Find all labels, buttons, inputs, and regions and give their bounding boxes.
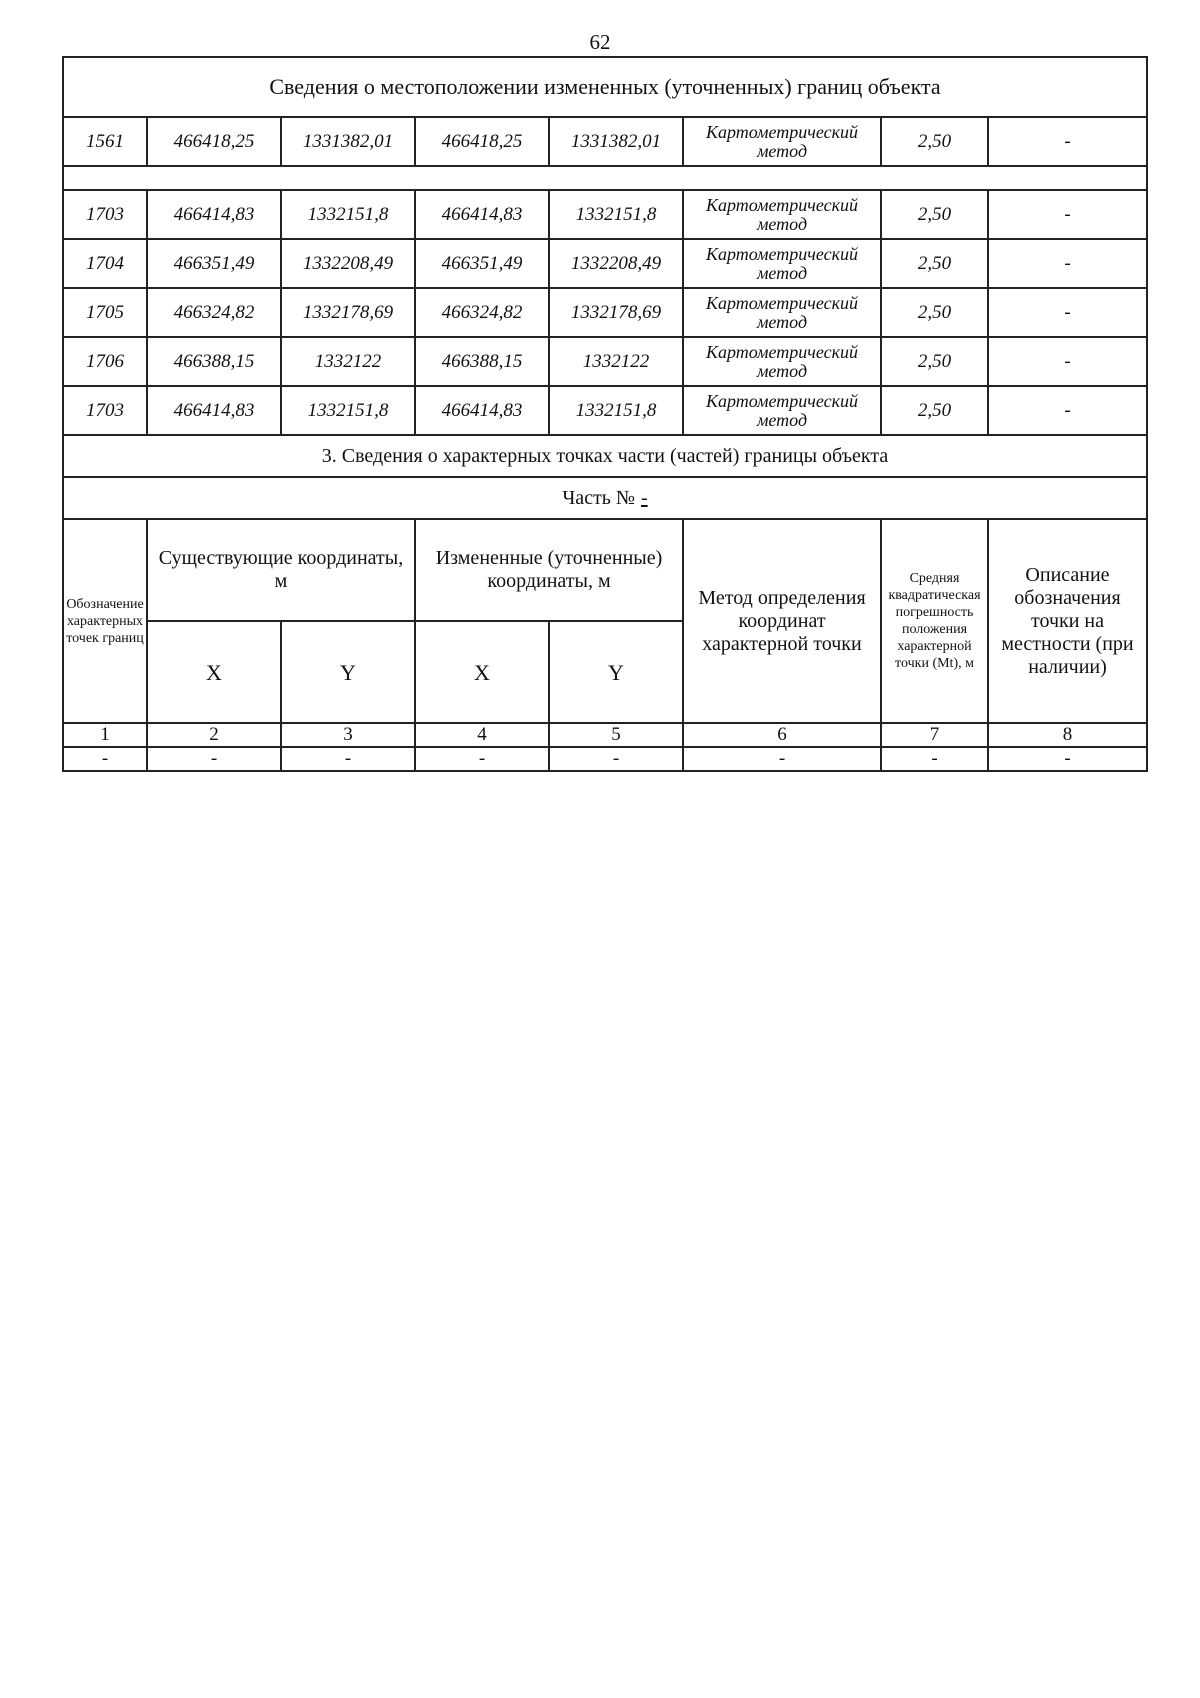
table-row: [63, 239, 1147, 288]
header-description: Описание обозначения точки на местности (при наличии): [988, 519, 1147, 723]
x-changed-cell: 466418,25: [415, 117, 549, 166]
empty-cell: -: [281, 747, 415, 771]
description-cell: -: [988, 239, 1147, 288]
x-changed-cell: 466414,83: [415, 386, 549, 435]
error-cell: 2,50: [881, 117, 988, 166]
column-number: 6: [683, 723, 881, 747]
y-changed-cell: 1332208,49: [549, 239, 683, 288]
method-cell: Картометрический метод: [683, 117, 881, 166]
description-cell: -: [988, 190, 1147, 239]
page-number: 62: [589, 30, 611, 54]
header-x-changed: X: [415, 621, 549, 723]
point-cell: 1704: [63, 239, 147, 288]
y-existing-cell: 1332151,8: [281, 386, 415, 435]
y-changed-cell: 1332151,8: [549, 190, 683, 239]
method-cell: Картометрический метод: [683, 288, 881, 337]
table-row: [63, 747, 1147, 771]
x-changed-cell: 466324,82: [415, 288, 549, 337]
x-changed-cell: 466414,83: [415, 190, 549, 239]
x-existing-cell: 466414,83: [147, 190, 281, 239]
header-method: Метод определения координат характерной точки: [683, 519, 881, 723]
y-changed-cell: 1332122: [549, 337, 683, 386]
column-number: 3: [281, 723, 415, 747]
x-existing-cell: 466414,83: [147, 386, 281, 435]
x-existing-cell: 466418,25: [147, 117, 281, 166]
method-cell: Картометрический метод: [683, 337, 881, 386]
error-cell: 2,50: [881, 386, 988, 435]
column-number: 8: [988, 723, 1147, 747]
point-cell: 1703: [63, 190, 147, 239]
point-cell: 1706: [63, 337, 147, 386]
empty-cell: -: [988, 747, 1147, 771]
x-existing-cell: 466388,15: [147, 337, 281, 386]
empty-cell: -: [881, 747, 988, 771]
description-cell: -: [988, 288, 1147, 337]
y-existing-cell: 1332122: [281, 337, 415, 386]
column-number: 1: [63, 723, 147, 747]
table-title: Сведения о местоположении измененных (уточненных) границ объекта: [63, 57, 1147, 117]
error-cell: 2,50: [881, 239, 988, 288]
table-row: [63, 117, 1147, 166]
description-cell: -: [988, 117, 1147, 166]
column-number: 7: [881, 723, 988, 747]
point-cell: 1703: [63, 386, 147, 435]
x-existing-cell: 466324,82: [147, 288, 281, 337]
table-row: [63, 386, 1147, 435]
part-value: -: [641, 486, 648, 509]
empty-cell: -: [63, 747, 147, 771]
empty-cell: -: [415, 747, 549, 771]
y-changed-cell: 1332151,8: [549, 386, 683, 435]
y-existing-cell: 1332208,49: [281, 239, 415, 288]
x-changed-cell: 466388,15: [415, 337, 549, 386]
y-changed-cell: 1331382,01: [549, 117, 683, 166]
header-y-changed: Y: [549, 621, 683, 723]
column-number: 2: [147, 723, 281, 747]
empty-cell: -: [549, 747, 683, 771]
boundary-coordinates-table: [62, 56, 1148, 772]
empty-cell: -: [683, 747, 881, 771]
table-row: [63, 337, 1147, 386]
y-existing-cell: 1332151,8: [281, 190, 415, 239]
table-row: [63, 190, 1147, 239]
column-number-row: [63, 723, 1147, 747]
header-mean-error: Средняя квадратическая погрешность положения характерной точки (Mt), м: [881, 519, 988, 723]
column-number: 5: [549, 723, 683, 747]
spacer-row: [63, 166, 1147, 190]
point-cell: 1561: [63, 117, 147, 166]
y-existing-cell: 1331382,01: [281, 117, 415, 166]
y-changed-cell: 1332178,69: [549, 288, 683, 337]
y-existing-cell: 1332178,69: [281, 288, 415, 337]
method-cell: Картометрический метод: [683, 239, 881, 288]
error-cell: 2,50: [881, 190, 988, 239]
x-changed-cell: 466351,49: [415, 239, 549, 288]
part-number-line: [63, 477, 1147, 519]
empty-cell: -: [147, 747, 281, 771]
description-cell: -: [988, 337, 1147, 386]
table-row: [63, 288, 1147, 337]
section-3-title: 3. Сведения о характерных точках части (частей) границы объекта: [63, 435, 1147, 477]
point-cell: 1705: [63, 288, 147, 337]
part-label: Часть №: [562, 486, 636, 509]
x-existing-cell: 466351,49: [147, 239, 281, 288]
error-cell: 2,50: [881, 288, 988, 337]
method-cell: Картометрический метод: [683, 190, 881, 239]
header-changed-coordinates: Измененные (уточненные) координаты, м: [415, 519, 683, 621]
header-existing-coordinates: Существующие координаты, м: [147, 519, 415, 621]
header-y-existing: Y: [281, 621, 415, 723]
error-cell: 2,50: [881, 337, 988, 386]
method-cell: Картометрический метод: [683, 386, 881, 435]
header-point-designation: Обозначение характерных точек границ: [63, 519, 147, 723]
header-x-existing: X: [147, 621, 281, 723]
description-cell: -: [988, 386, 1147, 435]
column-number: 4: [415, 723, 549, 747]
